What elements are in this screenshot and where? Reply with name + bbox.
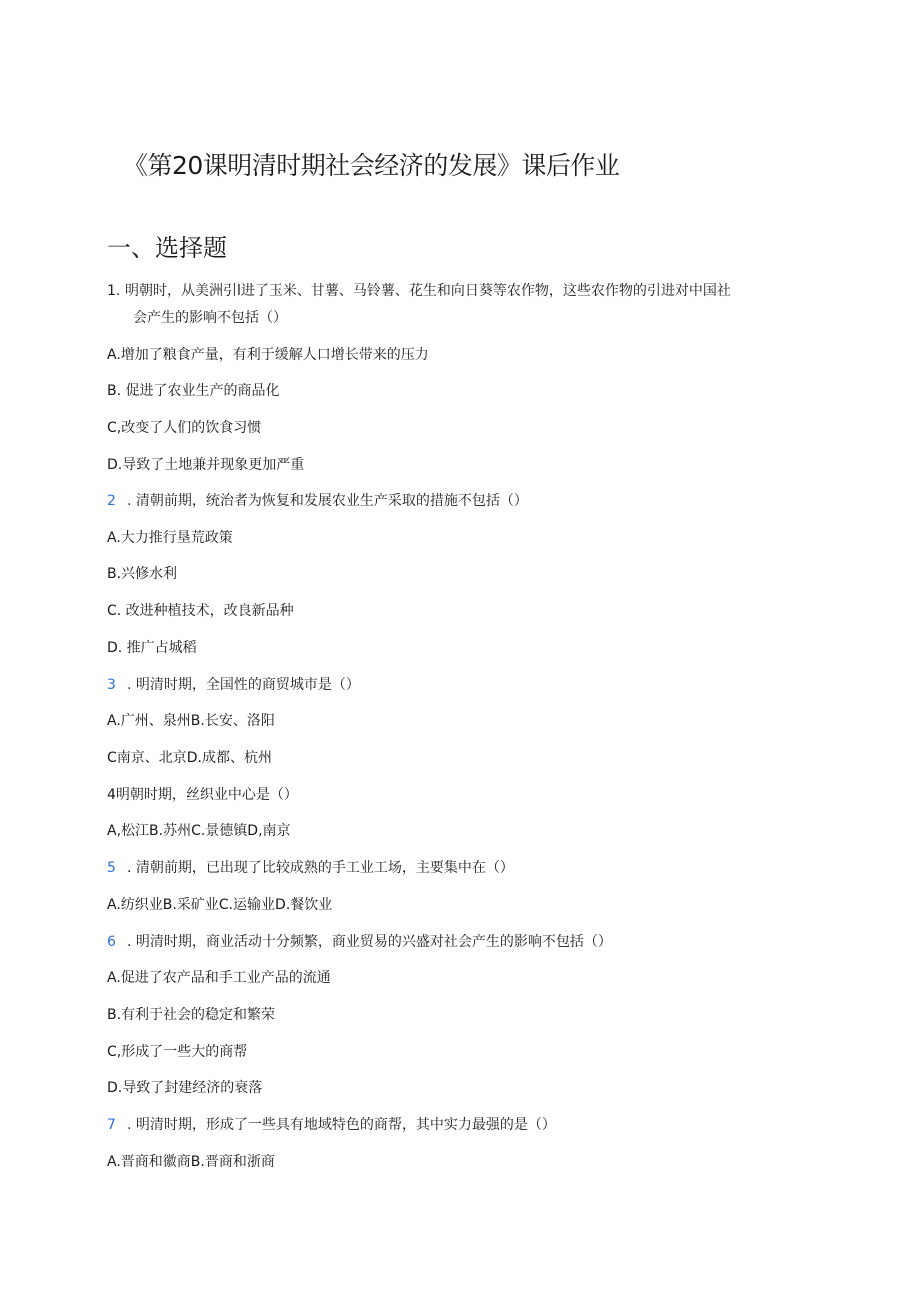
- question-4: 4明朝时期，丝织业中心是（）: [107, 787, 298, 803]
- question-number: 5: [107, 860, 116, 876]
- option-c: C,形成了一些大的商帮: [107, 1044, 248, 1060]
- option-a: A.促进了农产品和手工业产品的流通: [107, 970, 331, 986]
- option-row: C南京、北京D.成都、杭州: [107, 750, 273, 766]
- option-a: A.大力推行垦荒政策: [107, 530, 233, 546]
- question-2: [107, 490, 528, 512]
- question-7: [107, 1114, 556, 1136]
- question-text: . 清朝前期，已出现了比较成熟的手工业工场，主要集中在（）: [127, 860, 514, 876]
- question-text: . 明清时期，形成了一些具有地域特色的商帮，其中实力最强的是（）: [127, 1117, 556, 1133]
- question-number: 3: [107, 677, 116, 693]
- question-3: [107, 674, 360, 696]
- document-title: 《第20课明清时期社会经济的发展》课后作业: [123, 151, 620, 180]
- option-d: D.导致了封建经济的衰落: [107, 1080, 263, 1096]
- option-d: D.导致了土地兼并现象更加严重: [107, 457, 305, 473]
- question-5: [107, 857, 514, 879]
- option-a: A.增加了粮食产量，有利于缓解人口增长带来的压力: [107, 347, 429, 363]
- question-number: 2: [107, 493, 116, 509]
- question-text: 明朝时，从美洲引l进了玉米、甘薯、马铃薯、花生和向日葵等农作物，这些农作物的引进对中国社: [125, 283, 731, 299]
- question-number: 1.: [107, 283, 121, 299]
- option-d: D. 推广占城稻: [107, 640, 197, 656]
- option-row: A,松江B.苏州C.景德镇D,南京: [107, 823, 291, 839]
- option-c: C,改变了人们的饮食习惯: [107, 420, 262, 436]
- option-b: B.兴修水利: [107, 566, 178, 582]
- option-b: B. 促进了农业生产的商品化: [107, 383, 280, 399]
- question-6: [107, 931, 612, 953]
- option-c: C. 改进种植技术，改良新品种: [107, 603, 294, 619]
- question-text: . 清朝前期，统治者为恢复和发展农业生产采取的措施不包括（）: [127, 493, 528, 509]
- option-row: A.纺织业B.采矿业C.运输业D.餐饮业: [107, 897, 333, 913]
- section-heading: 一、选择题: [107, 234, 227, 262]
- option-b: B.有利于社会的稳定和繁荣: [107, 1007, 276, 1023]
- option-row: A.广州、泉州B.长安、洛阳: [107, 713, 275, 729]
- question-1: [107, 280, 731, 302]
- question-text: . 明清时期，商业活动十分频繁，商业贸易的兴盛对社会产生的影响不包括（）: [127, 934, 612, 950]
- question-number: 6: [107, 934, 116, 950]
- question-number: 7: [107, 1117, 116, 1133]
- question-text: . 明清时期，全国性的商贸城市是（）: [127, 677, 360, 693]
- question-1-continued: 会产生的影响不包括（）: [133, 310, 287, 326]
- option-row: A.晋商和徽商B.晋商和浙商: [107, 1154, 275, 1170]
